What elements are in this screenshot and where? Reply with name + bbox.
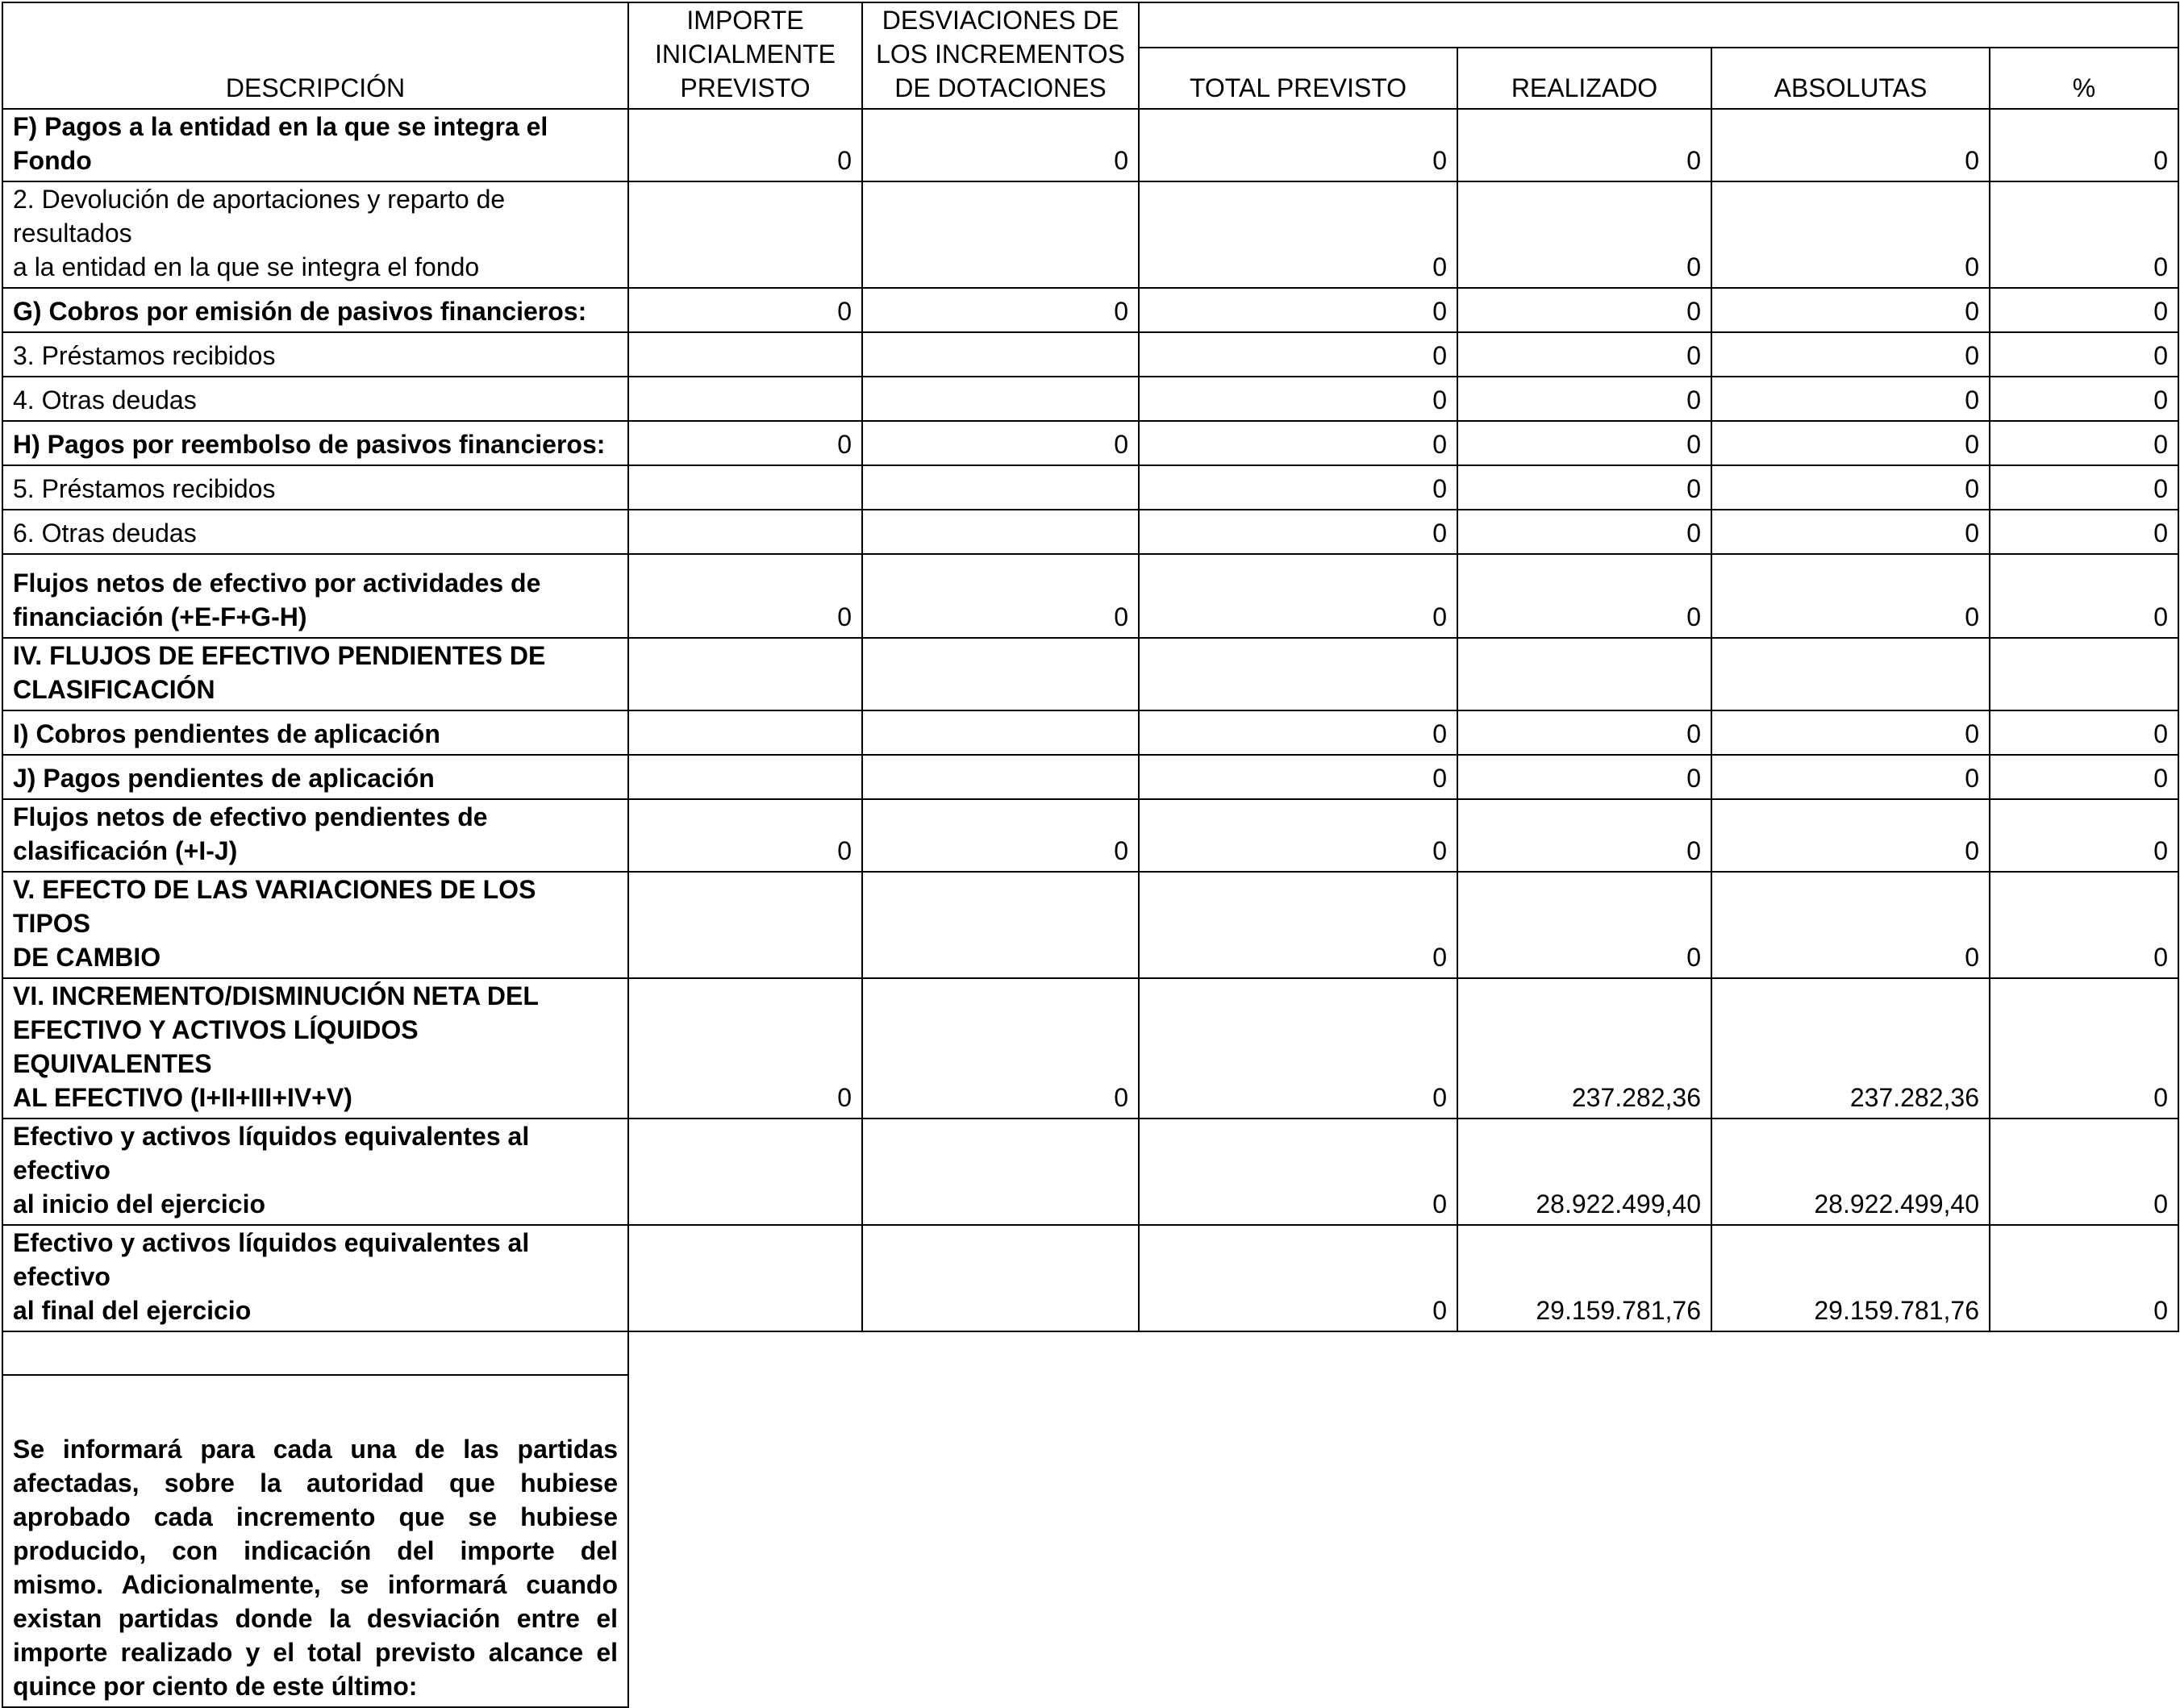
cell-importe-inicial: 0 [628, 978, 862, 1119]
cell-importe-inicial: 0 [628, 109, 862, 181]
cell-porcentaje: 0 [1990, 421, 2178, 465]
cell-total-previsto: 0 [1139, 799, 1457, 872]
table-row [2, 332, 2178, 377]
cell-total-previsto: 0 [1139, 109, 1457, 181]
cell-importe-inicial [628, 181, 862, 288]
header-importe-line-3: PREVISTO [680, 73, 811, 102]
cell-realizado: 0 [1457, 554, 1711, 638]
cell-porcentaje: 0 [1990, 755, 2178, 799]
cell-absolutas: 0 [1711, 554, 1990, 638]
row-description-line: al inicio del ejercicio [13, 1189, 266, 1219]
table-row [2, 710, 2178, 755]
cell-importe-inicial [628, 377, 862, 421]
table-row [2, 755, 2178, 799]
cell-desviaciones: 0 [862, 799, 1139, 872]
row-description [2, 377, 628, 421]
row-description-line: F) Pagos a la entidad en la que se integra el Fondo [13, 112, 548, 175]
cell-realizado: 0 [1457, 510, 1711, 554]
row-description-line: al final del ejercicio [13, 1296, 252, 1325]
cell-porcentaje: 0 [1990, 554, 2178, 638]
cell-total-previsto: 0 [1139, 554, 1457, 638]
cell-desviaciones: 0 [862, 421, 1139, 465]
cell-total-previsto [1139, 638, 1457, 710]
cell-realizado: 0 [1457, 755, 1711, 799]
header-realizado: REALIZADO [1457, 48, 1711, 109]
cell-absolutas: 0 [1711, 181, 1990, 288]
cell-absolutas: 0 [1711, 332, 1990, 377]
cell-porcentaje: 0 [1990, 799, 2178, 872]
header-desviaciones [862, 2, 1139, 109]
cell-absolutas [1711, 638, 1990, 710]
table-row [2, 288, 2178, 332]
row-description-line: EFECTIVO Y ACTIVOS LÍQUIDOS EQUIVALENTES [13, 1015, 419, 1078]
cell-total-previsto: 0 [1139, 978, 1457, 1119]
cell-importe-inicial: 0 [628, 288, 862, 332]
row-description [2, 638, 628, 710]
cell-porcentaje: 0 [1990, 1225, 2178, 1331]
cell-importe-inicial [628, 332, 862, 377]
cell-desviaciones [862, 755, 1139, 799]
header-total-previsto: TOTAL PREVISTO [1139, 48, 1457, 109]
row-description-line: DE CAMBIO [13, 943, 161, 972]
row-description-line: VI. INCREMENTO/DISMINUCIÓN NETA DEL [13, 981, 539, 1010]
row-description [2, 288, 628, 332]
row-description-line: AL EFECTIVO (I+II+III+IV+V) [13, 1083, 352, 1112]
cell-porcentaje: 0 [1990, 978, 2178, 1119]
note-row [2, 1375, 2178, 1707]
cell-realizado: 0 [1457, 109, 1711, 181]
row-description-line: Flujos netos de efectivo por actividades de [13, 569, 541, 598]
cell-realizado: 0 [1457, 872, 1711, 978]
cell-total-previsto: 0 [1139, 465, 1457, 510]
cell-porcentaje: 0 [1990, 109, 2178, 181]
header-desviaciones-line-1: DESVIACIONES DE [882, 6, 1119, 35]
table-row [2, 181, 2178, 288]
row-description-line: H) Pagos por reembolso de pasivos financieros: [13, 430, 606, 459]
cell-realizado: 0 [1457, 710, 1711, 755]
cell-realizado: 0 [1457, 799, 1711, 872]
cell-total-previsto: 0 [1139, 1119, 1457, 1225]
table-row [2, 421, 2178, 465]
cell-absolutas: 28.922.499,40 [1711, 1119, 1990, 1225]
cell-realizado: 0 [1457, 465, 1711, 510]
cell-total-previsto: 0 [1139, 510, 1457, 554]
cell-porcentaje: 0 [1990, 872, 2178, 978]
cell-porcentaje: 0 [1990, 465, 2178, 510]
row-description-line: 3. Préstamos recibidos [13, 341, 276, 370]
cell-realizado [1457, 638, 1711, 710]
row-description-line: Flujos netos de efectivo pendientes de [13, 802, 488, 831]
row-description [2, 1119, 628, 1225]
cell-absolutas: 0 [1711, 872, 1990, 978]
table-row [2, 1225, 2178, 1331]
cell-total-previsto: 0 [1139, 755, 1457, 799]
cell-absolutas: 0 [1711, 421, 1990, 465]
cell-absolutas: 0 [1711, 755, 1990, 799]
cell-desviaciones: 0 [862, 109, 1139, 181]
cell-total-previsto: 0 [1139, 181, 1457, 288]
row-description-line: I) Cobros pendientes de aplicación [13, 719, 440, 748]
cell-realizado: 0 [1457, 288, 1711, 332]
cell-absolutas: 0 [1711, 510, 1990, 554]
row-description [2, 710, 628, 755]
cell-importe-inicial [628, 1119, 862, 1225]
cell-porcentaje: 0 [1990, 710, 2178, 755]
note-text: Se informará para cada una de las partidas afectadas, sobre la autoridad que hubiese aprobado cada incremento que se hubiese producido, con indicación del importe del mismo. Adicionalmente, se informará cuando existan partidas donde la desviación entre el importe realizado y el total previsto alcance el quince por ciento de este último: [2, 1375, 628, 1707]
cell-importe-inicial [628, 465, 862, 510]
row-description [2, 510, 628, 554]
note-spacer-cell [2, 1331, 628, 1375]
cell-desviaciones: 0 [862, 978, 1139, 1119]
cell-desviaciones [862, 332, 1139, 377]
cell-absolutas: 237.282,36 [1711, 978, 1990, 1119]
cell-total-previsto: 0 [1139, 288, 1457, 332]
row-description [2, 755, 628, 799]
cell-importe-inicial: 0 [628, 421, 862, 465]
table-row [2, 109, 2178, 181]
row-description [2, 465, 628, 510]
cell-porcentaje [1990, 638, 2178, 710]
note-blank-area [628, 1331, 2178, 1375]
row-description-line: 4. Otras deudas [13, 385, 197, 415]
row-description-line: J) Pagos pendientes de aplicación [13, 764, 435, 793]
cell-importe-inicial [628, 710, 862, 755]
table-row [2, 465, 2178, 510]
header-importe-line-2: INICIALMENTE [654, 40, 836, 69]
cell-total-previsto: 0 [1139, 710, 1457, 755]
cell-desviaciones [862, 510, 1139, 554]
cell-realizado: 0 [1457, 181, 1711, 288]
row-description [2, 109, 628, 181]
cell-absolutas: 0 [1711, 799, 1990, 872]
header-row-top [2, 2, 2178, 48]
row-description [2, 332, 628, 377]
cell-porcentaje: 0 [1990, 181, 2178, 288]
row-description-line: 2. Devolución de aportaciones y reparto de resultados [13, 185, 506, 248]
cell-importe-inicial: 0 [628, 554, 862, 638]
cell-desviaciones [862, 1119, 1139, 1225]
header-importe-inicial [628, 2, 862, 109]
row-description [2, 181, 628, 288]
cell-porcentaje: 0 [1990, 1119, 2178, 1225]
cell-porcentaje: 0 [1990, 510, 2178, 554]
cell-importe-inicial [628, 638, 862, 710]
table-row [2, 510, 2178, 554]
cell-importe-inicial [628, 755, 862, 799]
note-spacer-row [2, 1331, 2178, 1375]
cell-porcentaje: 0 [1990, 288, 2178, 332]
cash-flow-budget-table [2, 2, 2179, 1708]
row-description [2, 872, 628, 978]
cell-porcentaje: 0 [1990, 332, 2178, 377]
cell-absolutas: 0 [1711, 288, 1990, 332]
cell-realizado: 28.922.499,40 [1457, 1119, 1711, 1225]
row-description-line: IV. FLUJOS DE EFECTIVO PENDIENTES DE [13, 641, 546, 670]
cell-desviaciones [862, 465, 1139, 510]
cell-desviaciones [862, 377, 1139, 421]
table-row [2, 978, 2178, 1119]
header-importe-line-1: IMPORTE [686, 6, 804, 35]
table-row [2, 799, 2178, 872]
cell-realizado: 0 [1457, 332, 1711, 377]
cell-importe-inicial [628, 510, 862, 554]
table-row [2, 638, 2178, 710]
row-description-line: a la entidad en la que se integra el fondo [13, 252, 480, 281]
table-row [2, 1119, 2178, 1225]
cell-importe-inicial [628, 1225, 862, 1331]
header-desviaciones-line-2: LOS INCREMENTOS [876, 40, 1125, 69]
header-absolutas: ABSOLUTAS [1711, 48, 1990, 109]
header-group-blank [1139, 2, 2178, 48]
row-description-line: 6. Otras deudas [13, 519, 197, 548]
cell-realizado: 29.159.781,76 [1457, 1225, 1711, 1331]
cell-total-previsto: 0 [1139, 872, 1457, 978]
row-description [2, 554, 628, 638]
cell-total-previsto: 0 [1139, 421, 1457, 465]
cell-absolutas: 0 [1711, 377, 1990, 421]
cell-total-previsto: 0 [1139, 332, 1457, 377]
cell-desviaciones [862, 710, 1139, 755]
cell-absolutas: 0 [1711, 465, 1990, 510]
cell-desviaciones: 0 [862, 288, 1139, 332]
cell-realizado: 237.282,36 [1457, 978, 1711, 1119]
row-description-line: clasificación (+I-J) [13, 836, 238, 865]
row-description [2, 799, 628, 872]
header-desviaciones-line-3: DE DOTACIONES [894, 73, 1107, 102]
cell-desviaciones: 0 [862, 554, 1139, 638]
row-description-line: 5. Préstamos recibidos [13, 474, 276, 503]
row-description-line: G) Cobros por emisión de pasivos financieros: [13, 297, 587, 326]
cell-importe-inicial [628, 872, 862, 978]
row-description [2, 421, 628, 465]
row-description [2, 978, 628, 1119]
cell-desviaciones [862, 181, 1139, 288]
row-description-line: Efectivo y activos líquidos equivalentes al efectivo [13, 1228, 530, 1291]
cell-realizado: 0 [1457, 421, 1711, 465]
cell-absolutas: 29.159.781,76 [1711, 1225, 1990, 1331]
row-description-line: V. EFECTO DE LAS VARIACIONES DE LOS TIPOS [13, 875, 536, 938]
cell-desviaciones [862, 872, 1139, 978]
cell-total-previsto: 0 [1139, 377, 1457, 421]
cell-total-previsto: 0 [1139, 1225, 1457, 1331]
table-row [2, 872, 2178, 978]
cell-absolutas: 0 [1711, 109, 1990, 181]
cell-porcentaje: 0 [1990, 377, 2178, 421]
cell-importe-inicial: 0 [628, 799, 862, 872]
cell-absolutas: 0 [1711, 710, 1990, 755]
table-row [2, 377, 2178, 421]
row-description-line: financiación (+E-F+G-H) [13, 602, 307, 631]
cell-realizado: 0 [1457, 377, 1711, 421]
header-descripcion: DESCRIPCIÓN [2, 2, 628, 109]
row-description-line: CLASIFICACIÓN [13, 675, 215, 704]
table-row [2, 554, 2178, 638]
header-porcentaje: % [1990, 48, 2178, 109]
row-description-line: Efectivo y activos líquidos equivalentes al efectivo [13, 1122, 530, 1185]
cell-desviaciones [862, 638, 1139, 710]
note-blank-area-2 [628, 1375, 2178, 1707]
cell-desviaciones [862, 1225, 1139, 1331]
row-description [2, 1225, 628, 1331]
